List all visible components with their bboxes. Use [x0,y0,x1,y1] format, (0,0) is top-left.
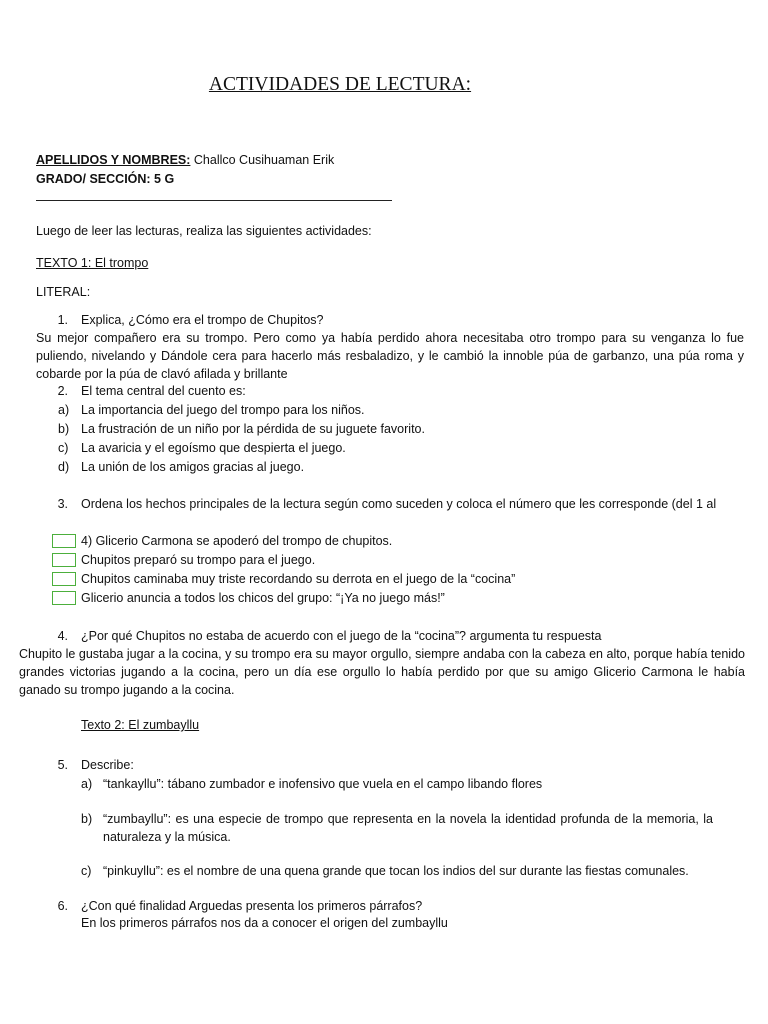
q6-number: 6. [57,899,68,913]
order-item: Chupitos caminaba muy triste recordando su derrota en el juego de la “cocina” [81,572,516,586]
student-name-line [36,151,334,169]
name-value: Challco Cusihuaman Erik [190,153,335,167]
order-box[interactable] [52,553,76,567]
texto1-heading: TEXTO 1: El trompo [36,256,149,270]
grade-line: GRADO/ SECCIÓN: 5 G [36,172,175,186]
q2-option-letter: a) [58,403,70,417]
q2-option: La avaricia y el egoísmo que despierta el juego. [81,441,346,455]
q2-option-letter: b) [58,422,70,436]
q5-item-letter: a) [81,777,93,791]
q5-item: “tankayllu”: tábano zumbador e inofensivo que vuela en el campo libando flores [103,777,543,791]
q4-answer: Chupito le gustaba jugar a la cocina, y su trompo era su mayor orgullo, siempre andaba con la cabeza en alto, porque había tenido grandes victorias jugando a la cocina, pero un día ese orgullo lo había perdido por que su amigo Glicerio Carmona le había ganado su trompo jugando a la cocina. [19,647,745,697]
q2-option: La unión de los amigos gracias al juego. [81,460,305,474]
order-box[interactable] [52,534,76,548]
q5-item: “zumbayllu”: es una especie de trompo que representa en la novela la identidad profunda de la memoria, la naturaleza y la música. [103,812,713,844]
q4-number: 4. [57,629,68,643]
q1-number: 1. [57,313,68,327]
order-item: Chupitos preparó su trompo para el juego. [81,553,316,567]
q3-number: 3. [57,497,68,511]
q6-answer: En los primeros párrafos nos da a conocer el origen del zumbayllu [81,916,448,930]
order-box[interactable] [52,591,76,605]
page-title: ACTIVIDADES DE LECTURA: [208,74,472,95]
q4-text: ¿Por qué Chupitos no estaba de acuerdo con el juego de la “cocina”? argumenta tu respuesta [81,629,602,643]
literal-label: LITERAL: [36,285,91,299]
order-box[interactable] [52,572,76,586]
q5-item: “pinkuyllu”: es el nombre de una quena grande que tocan los indios del sur durante las fiestas comunales. [103,864,689,878]
texto2-heading: Texto 2: El zumbayllu [81,718,200,732]
divider [36,200,392,201]
q2-text: El tema central del cuento es: [81,384,246,398]
q1-text: Explica, ¿Cómo era el trompo de Chupitos? [81,313,324,327]
instructions: Luego de leer las lecturas, realiza las siguientes actividades: [36,224,372,238]
q5-text: Describe: [81,758,134,772]
q6-text: ¿Con qué finalidad Arguedas presenta los primeros párrafos? [81,899,423,913]
q3-text: Ordena los hechos principales de la lectura según como suceden y coloca el número que les corresponde (del 1 al [81,497,717,511]
q2-option: La frustración de un niño por la pérdida de su juguete favorito. [81,422,425,436]
name-label: APELLIDOS Y NOMBRES: [36,153,191,167]
q2-option: La importancia del juego del trompo para los niños. [81,403,365,417]
q2-option-letter: d) [58,460,70,474]
q5-item-letter: b) [81,812,93,826]
q5-number: 5. [57,758,68,772]
q1-answer: Su mejor compañero era su trompo. Pero como ya había perdido ahora necesitaba otro trompo para su venganza lo fue puliendo, nivelando y Dándole cera para hacerlo más resbaladizo, y le cambió la innoble púa de garbanzo, una púa roma y cobarde por la púa de clavó afilada y brillante [36,331,744,381]
order-item: 4) Glicerio Carmona se apoderó del trompo de chupitos. [81,534,393,548]
q2-option-letter: c) [58,441,69,455]
q2-number: 2. [57,384,68,398]
order-item: Glicerio anuncia a todos los chicos del grupo: “¡Ya no juego más!” [81,591,445,605]
q5-item-letter: c) [81,864,92,878]
